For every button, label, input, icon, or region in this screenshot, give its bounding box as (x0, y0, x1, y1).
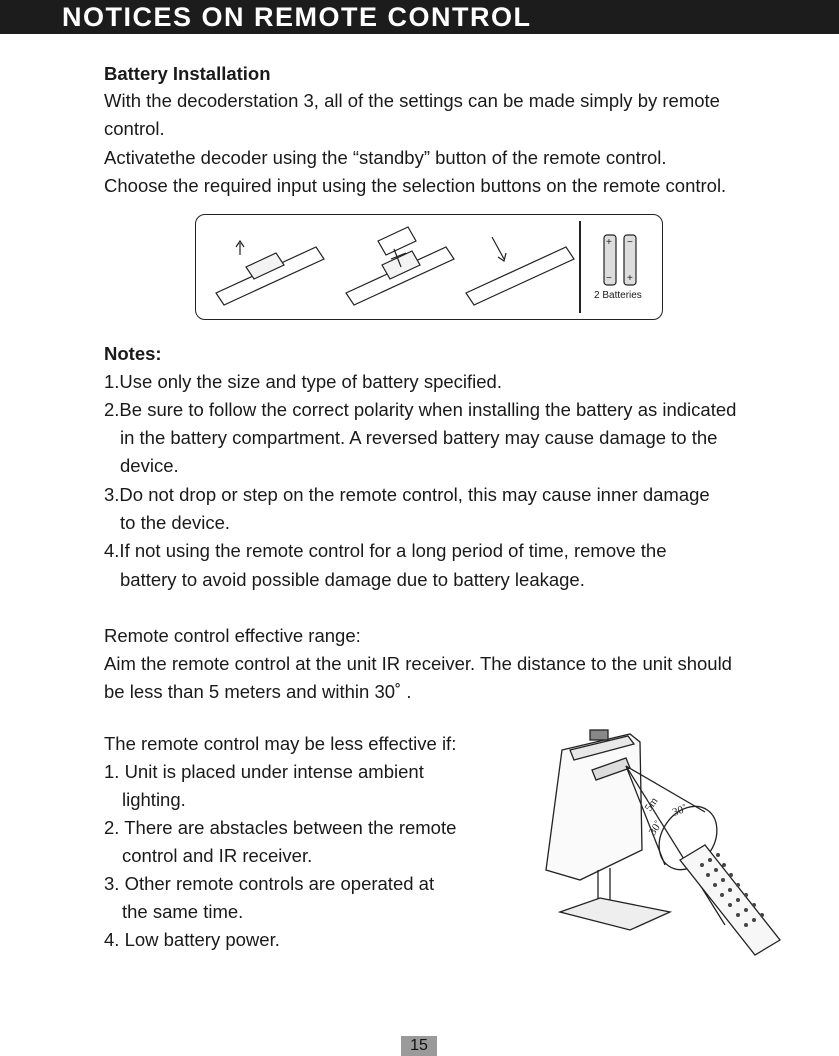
effective-intro: The remote control may be less effective if: (104, 733, 457, 754)
header-bar (0, 0, 839, 34)
battery-installation-figure (195, 214, 663, 320)
page-number: 15 (401, 1036, 437, 1056)
svg-text:−: − (627, 237, 633, 248)
effective-line: 1. Unit is placed under intense ambient (104, 761, 424, 782)
remote-battery-steps-illustration (196, 215, 661, 318)
effective-line: 2. There are abstacles between the remote (104, 817, 457, 838)
notes-heading: Notes: (104, 343, 162, 364)
range-line: Aim the remote control at the unit IR receiver. The distance to the unit should (104, 653, 732, 674)
page-title: NOTICES ON REMOTE CONTROL (62, 2, 532, 32)
ir-range-illustration (530, 720, 800, 965)
effective-line: 4. Low battery power. (104, 929, 280, 950)
range-line: be less than 5 meters and within 30˚ . (104, 681, 412, 702)
figure-divider (579, 221, 581, 313)
note-line: 4.If not using the remote control for a long period of time, remove the (104, 540, 667, 561)
battery-line: With the decoderstation 3, all of the settings can be made simply by remote (104, 90, 720, 111)
note-line: device. (120, 455, 179, 476)
battery-line: Activatethe decoder using the “standby” button of the remote control. (104, 147, 667, 168)
note-line: 3.Do not drop or step on the remote control, this may cause inner damage (104, 484, 710, 505)
effective-line: the same time. (122, 901, 244, 922)
battery-line: Choose the required input using the selection buttons on the remote control. (104, 175, 727, 196)
angle-right-label: 30˚ (670, 802, 689, 819)
note-line: in the battery compartment. A reversed battery may cause damage to the (120, 427, 718, 448)
note-line: 2.Be sure to follow the correct polarity when installing the battery as indicated (104, 399, 737, 420)
note-line: to the device. (120, 512, 231, 533)
note-line: battery to avoid possible damage due to battery leakage. (120, 569, 585, 590)
effective-line: control and IR receiver. (122, 845, 313, 866)
distance-label: 5m (642, 795, 661, 814)
angle-left-label: 30˚ (646, 818, 665, 838)
range-heading: Remote control effective range: (104, 625, 361, 646)
svg-text:+: + (627, 273, 633, 284)
effective-line: 3. Other remote controls are operated at (104, 873, 435, 894)
effective-line: lighting. (122, 789, 186, 810)
note-line: 1.Use only the size and type of battery specified. (104, 371, 502, 392)
battery-line: control. (104, 118, 165, 139)
svg-text:−: − (606, 273, 612, 284)
batteries-caption: 2 Batteries (594, 290, 642, 301)
battery-heading: Battery Installation (104, 63, 271, 84)
device-remote-illustration (530, 720, 800, 960)
svg-text:+: + (606, 237, 612, 248)
